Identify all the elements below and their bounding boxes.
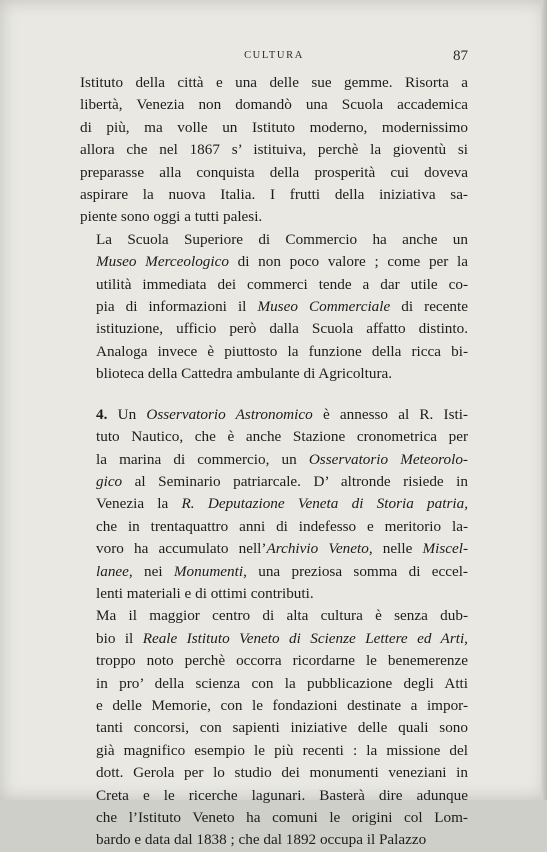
text-line bbox=[80, 184, 468, 206]
text-run: di non poco valore ; come per la bbox=[228, 253, 469, 271]
text-run: Venezia la bbox=[96, 495, 182, 513]
text-run: pia di informazioni il bbox=[96, 298, 258, 316]
text-run: tuto Nautico, che è anche Stazione cronometrica per bbox=[96, 428, 468, 446]
text-line bbox=[80, 561, 468, 583]
text-line bbox=[80, 717, 468, 739]
paragraph-venice-institute bbox=[80, 72, 468, 229]
text-run: dott. Gerola per lo studio dei monumenti veneziani in bbox=[96, 764, 468, 782]
text-line bbox=[80, 516, 468, 538]
text-line bbox=[80, 363, 468, 385]
text-line bbox=[80, 605, 468, 627]
text-line bbox=[80, 229, 468, 251]
paragraph-reale-istituto bbox=[80, 605, 468, 851]
italic-text: Archivio Veneto bbox=[266, 540, 369, 558]
text-run: lenti materiali e di ottimi contributi. bbox=[96, 584, 314, 602]
text-run: istituzione, ufficio però dalla Scuola affatto distinto. bbox=[96, 320, 468, 338]
text-line bbox=[80, 206, 468, 228]
text-line bbox=[80, 650, 468, 672]
text-line bbox=[80, 493, 468, 515]
text-run: al Seminario patriarcale. D’ altronde risiede in bbox=[122, 472, 468, 490]
text-line bbox=[80, 162, 468, 184]
text-line bbox=[80, 72, 468, 94]
text-line bbox=[80, 740, 468, 762]
text-line bbox=[80, 117, 468, 139]
paragraph-section-4-observatory bbox=[80, 404, 468, 606]
text-run: di recente bbox=[390, 298, 468, 316]
text-run: aspirare la nuova Italia. I frutti della iniziativa sa- bbox=[80, 186, 468, 204]
text-line bbox=[80, 583, 468, 605]
text-line bbox=[80, 807, 468, 829]
page-number: 87 bbox=[453, 48, 468, 64]
text-line bbox=[80, 785, 468, 807]
text-run: la marina di commercio, un bbox=[96, 450, 309, 468]
text-run: Creta e le ricerche lagunari. Basterà dire adunque bbox=[96, 786, 468, 804]
italic-text: Museo Commerciale bbox=[257, 298, 391, 316]
italic-text: Osservatorio Astronomico bbox=[146, 405, 313, 423]
italic-text: gico bbox=[96, 472, 123, 490]
page-edge bbox=[541, 0, 547, 800]
text-line bbox=[80, 762, 468, 784]
text-line bbox=[80, 341, 468, 363]
running-title: CULTURA bbox=[244, 50, 304, 61]
body-text bbox=[80, 72, 468, 852]
text-line bbox=[80, 94, 468, 116]
text-run: , nei bbox=[128, 562, 174, 580]
text-run: Istituto della città e una delle sue gemme. Risorta a bbox=[80, 74, 468, 91]
text-run: allora che nel 1867 s’ istituiva, perchè la gioventù si bbox=[80, 141, 468, 159]
text-run: preparasse alla conquista della prosperità cui doveva bbox=[80, 163, 468, 181]
text-line bbox=[80, 251, 468, 273]
text-line bbox=[80, 829, 468, 851]
italic-text: Miscel- bbox=[422, 540, 469, 558]
text-run: piente sono oggi a tutti palesi. bbox=[80, 208, 263, 226]
italic-text: Osservatorio Meteorolo- bbox=[308, 450, 468, 468]
text-run: , una preziosa somma di eccel- bbox=[243, 562, 468, 580]
text-line bbox=[80, 404, 468, 426]
text-run: che l’Istituto Veneto ha comuni le origini col Lom- bbox=[96, 809, 468, 826]
text-line bbox=[80, 471, 468, 493]
paragraph-commercial-museum bbox=[80, 229, 468, 386]
text-run: bio il bbox=[96, 629, 143, 647]
italic-text: Reale Istituto Veneto di Scienze Lettere ed Arti, bbox=[142, 629, 468, 647]
text-run: e delle Memorie, con le fondazioni destinate a impor- bbox=[96, 696, 468, 714]
running-head bbox=[80, 48, 468, 68]
text-run: troppo noto perchè occorra ricordarne le benemerenze bbox=[96, 652, 468, 670]
italic-text: lanee bbox=[96, 562, 129, 580]
text-line bbox=[80, 673, 468, 695]
italic-text: Museo Merceologico bbox=[96, 253, 229, 271]
text-line bbox=[80, 695, 468, 717]
text-run: di più, ma volle un Istituto moderno, modernissimo bbox=[80, 118, 468, 136]
text-line bbox=[80, 628, 468, 650]
text-run: Analoga invece è piuttosto la funzione della ricca bi- bbox=[96, 342, 468, 360]
text-line bbox=[80, 426, 468, 448]
text-run: in pro’ della scienza con la pubblicazione degli Atti bbox=[96, 674, 468, 692]
text-line bbox=[80, 318, 468, 340]
text-run: che in trentaquattro anni di indefesso e meritorio la- bbox=[96, 517, 468, 535]
text-run: Ma il maggior centro di alta cultura è senza dub- bbox=[96, 607, 468, 625]
text-line bbox=[80, 139, 468, 161]
text-line bbox=[80, 449, 468, 471]
text-run: tanti concorsi, con sapienti iniziative delle quali sono bbox=[96, 719, 468, 737]
text-line bbox=[80, 274, 468, 296]
text-run: è annesso al R. Isti- bbox=[312, 405, 468, 423]
italic-text: R. Deputazione Veneta di Storia patria, bbox=[181, 495, 468, 513]
text-run: utilità immediata dei commerci tende a dar utile co- bbox=[96, 275, 468, 293]
text-run: blioteca della Cattedra ambulante di Agricoltura. bbox=[96, 365, 393, 383]
text-line bbox=[80, 296, 468, 318]
text-run: , nelle bbox=[368, 540, 423, 558]
italic-text: Monumenti bbox=[173, 562, 244, 580]
text-run: La Scuola Superiore di Commercio ha anche un bbox=[96, 230, 468, 248]
text-line bbox=[80, 538, 468, 560]
text-run: bardo e data dal 1838 ; che dal 1892 occupa il Palazzo bbox=[96, 831, 427, 849]
text-run: libertà, Venezia non domandò una Scuola accademica bbox=[80, 96, 468, 114]
text-run: voro ha accumulato nell’ bbox=[96, 540, 267, 558]
text-run: Un bbox=[107, 405, 147, 423]
text-run: già magnifico esempio le più recenti : la missione del bbox=[96, 741, 468, 759]
section-number: 4. bbox=[96, 405, 108, 423]
